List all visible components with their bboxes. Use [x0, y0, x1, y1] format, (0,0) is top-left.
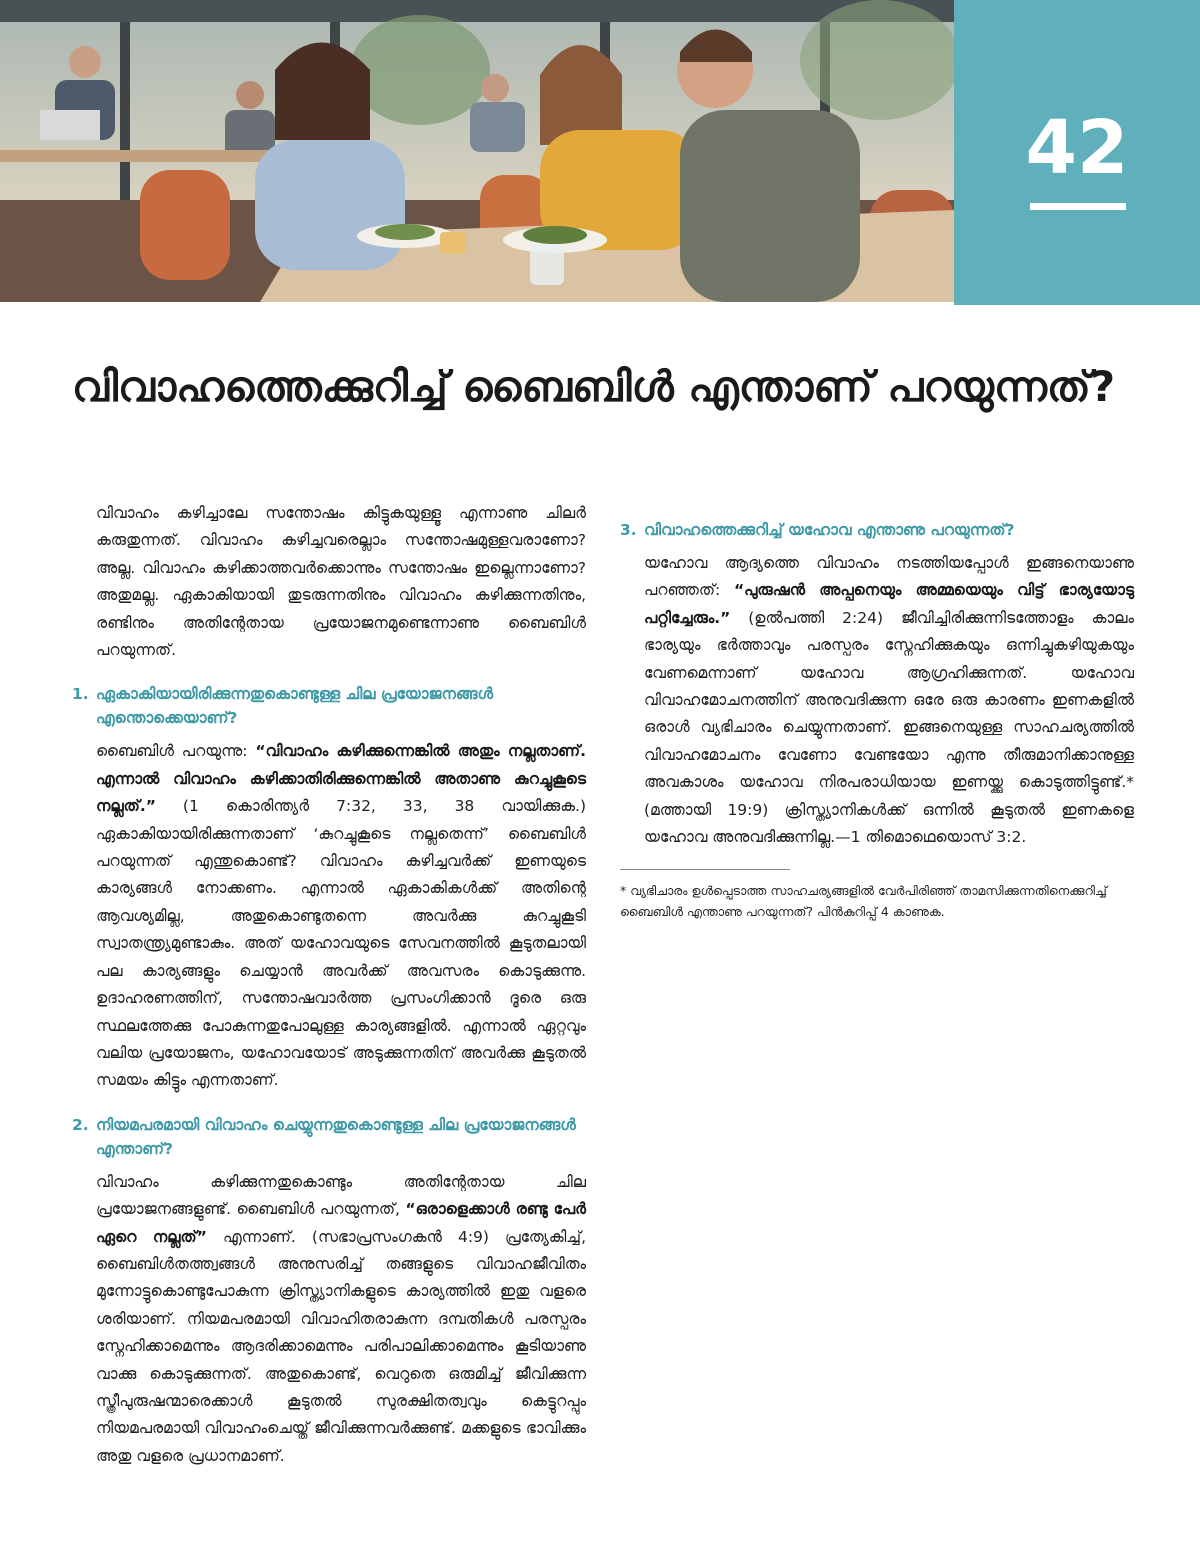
scripture-quote: “ഒരാളെക്കാൾ രണ്ടു പേർ ഏറെ നല്ലത്” [96, 1200, 586, 1246]
cafe-scene-illustration [0, 0, 954, 302]
answer-text: (1 കൊരിന്ത്യർ 7:32, 33, 38 വായിക്കുക.) ഏകാകിയായിരിക്കുന്നതാണ് ‘കുറച്ചുകൂടെ നല്ലതെന്ന്’ ബൈബിൾ പറയുന്നത് എന്തുകൊണ്ട്? വിവാഹം കഴിച്ചവർക്ക് ഇണയുടെ കാര്യങ്ങൾ നോക്കണം. എന്നാൽ ഏകാകികൾക്ക് അതിന്റെ ആവശ്യമില്ല, അതുകൊണ്ടുതന്നെ അവർക്കു കുറച്ചുകൂടി സ്വാതന്ത്ര്യമുണ്ടാകും. അത് യഹോവയുടെ സേവനത്തിൽ കൂടുതലായി പല കാര്യങ്ങളും ചെയ്യാൻ അവർക്ക് അവസരം കൊടുക്കുന്നു. ഉദാഹരണത്തിന്, സന്തോഷവാർത്ത പ്രസംഗിക്കാൻ ദൂരെ ഒരു സ്ഥലത്തേക്കു പോകുന്നതുപോലുള്ള കാര്യങ്ങളിൽ. എന്നാൽ ഏറ്റവും വലിയ പ്രയോജനം, യഹോവയോട് അടുക്കുന്നതിന് അവർക്കു കൂടുതൽ സമയം കിട്ടും എന്നതാണ്. [96, 797, 586, 1090]
question-text: ഏകാകിയായിരിക്കുന്നതുകൊണ്ടുള്ള ചില പ്രയോജനങ്ങൾ എന്തൊക്കെയാണ്? [96, 685, 494, 728]
question-number: 1. [72, 685, 89, 704]
question-number: 2. [72, 1115, 89, 1134]
answer-text: വിവാഹം കഴിക്കുന്നതുകൊണ്ടും അതിന്റേതായ ചില പ്രയോജനങ്ങളുണ്ട്. ബൈബിൾ പറയുന്നത്, [96, 1172, 586, 1219]
question-number: 3. [620, 521, 637, 539]
question-3 [620, 518, 1134, 542]
question-2 [72, 1113, 586, 1161]
answer-1-paragraph [72, 738, 586, 1094]
footnote: * വ്യഭിചാരം ഉൾപ്പെടാത്ത സാഹചര്യങ്ങളിൽ വേർപിരിഞ്ഞ് താമസിക്കുന്നതിനെക്കുറിച്ച് ബൈബിൾ എന്താണു പറയുന്നത്? പിൻകുറിപ്പ് 4 കാണുക. [620, 883, 1107, 920]
right-column [620, 500, 1134, 922]
answer-text: എന്നാണ്. (സഭാപ്രസംഗകൻ 4:9) പ്രത്യേകിച്ച്, ബൈബിൾതത്ത്വങ്ങൾ അനുസരിച്ച് തങ്ങളുടെ വിവാഹജീവിതം മുന്നോട്ടുകൊണ്ടുപോകുന്ന ക്രിസ്ത്യാനികളുടെ കാര്യത്തിൽ ഇതു വളരെ ശരിയാണ്. നിയമപരമായി വിവാഹിതരാകുന്ന ദമ്പതികൾ പരസ്പരം സ്നേഹിക്കാമെന്നും ആദരിക്കാമെന്നും പരിപാലിക്കാമെന്നും കൂടിയാണു വാക്കു കൊടുക്കുന്നത്. അതുകൊണ്ട്, വെറുതെ ഒരുമിച്ച് ജീവിക്കുന്ന സ്ത്രീപുരുഷന്മാരെക്കാൾ കൂടുതൽ സുരക്ഷിതത്വവും കെട്ടുറപ്പും നിയമപരമായി വിവാഹംചെയ്ത് ജീവിക്കുന്നവർക്കുണ്ട്. മക്കളുടെ ഭാവിക്കും അതു വളരെ പ്രധാനമാണ്. [96, 1227, 586, 1465]
answer-text: (ഉൽപത്തി 2:24) ജീവിച്ചിരിക്കുന്നിടത്തോളം കാലം ഭാര്യയും ഭർത്താവും പരസ്പരം സ്നേഹിക്കുകയും ഒന്നിച്ചുകഴിയുകയും വേണമെന്നാണ് യഹോവ ആഗ്രഹിക്കുന്നത്. യഹോവ വിവാഹമോചനത്തിന് അനുവദിക്കുന്ന ഒരേ ഒരു കാരണം ഇണകളിൽ ഒരാൾ വ്യഭിചാരം ചെയ്യുന്നതാണ്. ഇങ്ങനെയുള്ള സാഹചര്യത്തിൽ വിവാഹമോചനം വേണോ വേണ്ടയോ എന്നു തീരുമാനിക്കാനുള്ള അവകാശം യഹോവ നിരപരാധിയായ ഇണയ്ക്കു കൊടുത്തിട്ടുണ്ട്.* (മത്തായി 19:9) ക്രിസ്ത്യാനികൾക്ക് ഒന്നിൽ കൂടുതൽ ഇണകളെ യഹോവ അനുവദിക്കുന്നില്ല.—1 തിമൊഥെയൊസ് 3:2. [644, 608, 1134, 847]
chapter-underline [1030, 203, 1126, 210]
footnote-divider [620, 869, 790, 870]
intro-paragraph: വിവാഹം കഴിച്ചാലേ സന്തോഷം കിട്ടുകയുള്ളൂ എന്നാണു ചിലർ കരുതുന്നത്. വിവാഹം കഴിച്ചവരെല്ലാം സന്തോഷമുള്ളവരാണോ? അല്ല. വിവാഹം കഴിക്കാത്തവർക്കൊന്നും സന്തോഷം ഇല്ലെന്നാണോ? അതുമല്ല. ഏകാകിയായി തുടരുന്നതിനും വിവാഹം കഴിക്കുന്നതിനും, രണ്ടിനും അതിന്റേതായ പ്രയോജനമുണ്ടെന്നാണു ബൈബിൾ പറയുന്നത്. [96, 504, 586, 660]
chapter-number: 42 [1025, 105, 1129, 191]
scripture-quote: “വിവാഹം കഴിക്കുന്നെങ്കിൽ അതും നല്ലതാണ്. എന്നാൽ വിവാഹം കഴിക്കാതിരിക്കുന്നെങ്കിൽ അതാണു കുറച്ചുകൂടെ നല്ലത്.” [96, 742, 586, 816]
answer-text: യഹോവ ആദ്യത്തെ വിവാഹം നടത്തിയപ്പോൾ ഇങ്ങനെയാണു പറഞ്ഞത്: [644, 554, 1134, 600]
question-1 [72, 682, 586, 730]
page-title: വിവാഹത്തെക്കുറിച്ച് ബൈബിൾ എന്താണ് പറയുന്നത്? [72, 362, 1116, 411]
answer-2-paragraph [72, 1169, 586, 1470]
chapter-number-box [954, 0, 1200, 305]
question-text: വിവാഹത്തെക്കുറിച്ച് യഹോവ എന്താണു പറയുന്നത്? [644, 521, 1015, 539]
question-text: നിയമപരമായി വിവാഹം ചെയ്യുന്നതുകൊണ്ടുള്ള ചില പ്രയോജനങ്ങൾ എന്താണ്? [96, 1115, 576, 1158]
left-column [72, 500, 586, 1470]
hero-photo [0, 0, 954, 302]
scripture-quote: “പുരുഷൻ അപ്പനെയും അമ്മയെയും വിട്ട് ഭാര്യയോടു പറ്റിച്ചേരും.” [644, 581, 1134, 627]
answer-text: ബൈബിൾ പറയുന്നു: [96, 742, 256, 761]
answer-3-paragraph [620, 550, 1134, 851]
